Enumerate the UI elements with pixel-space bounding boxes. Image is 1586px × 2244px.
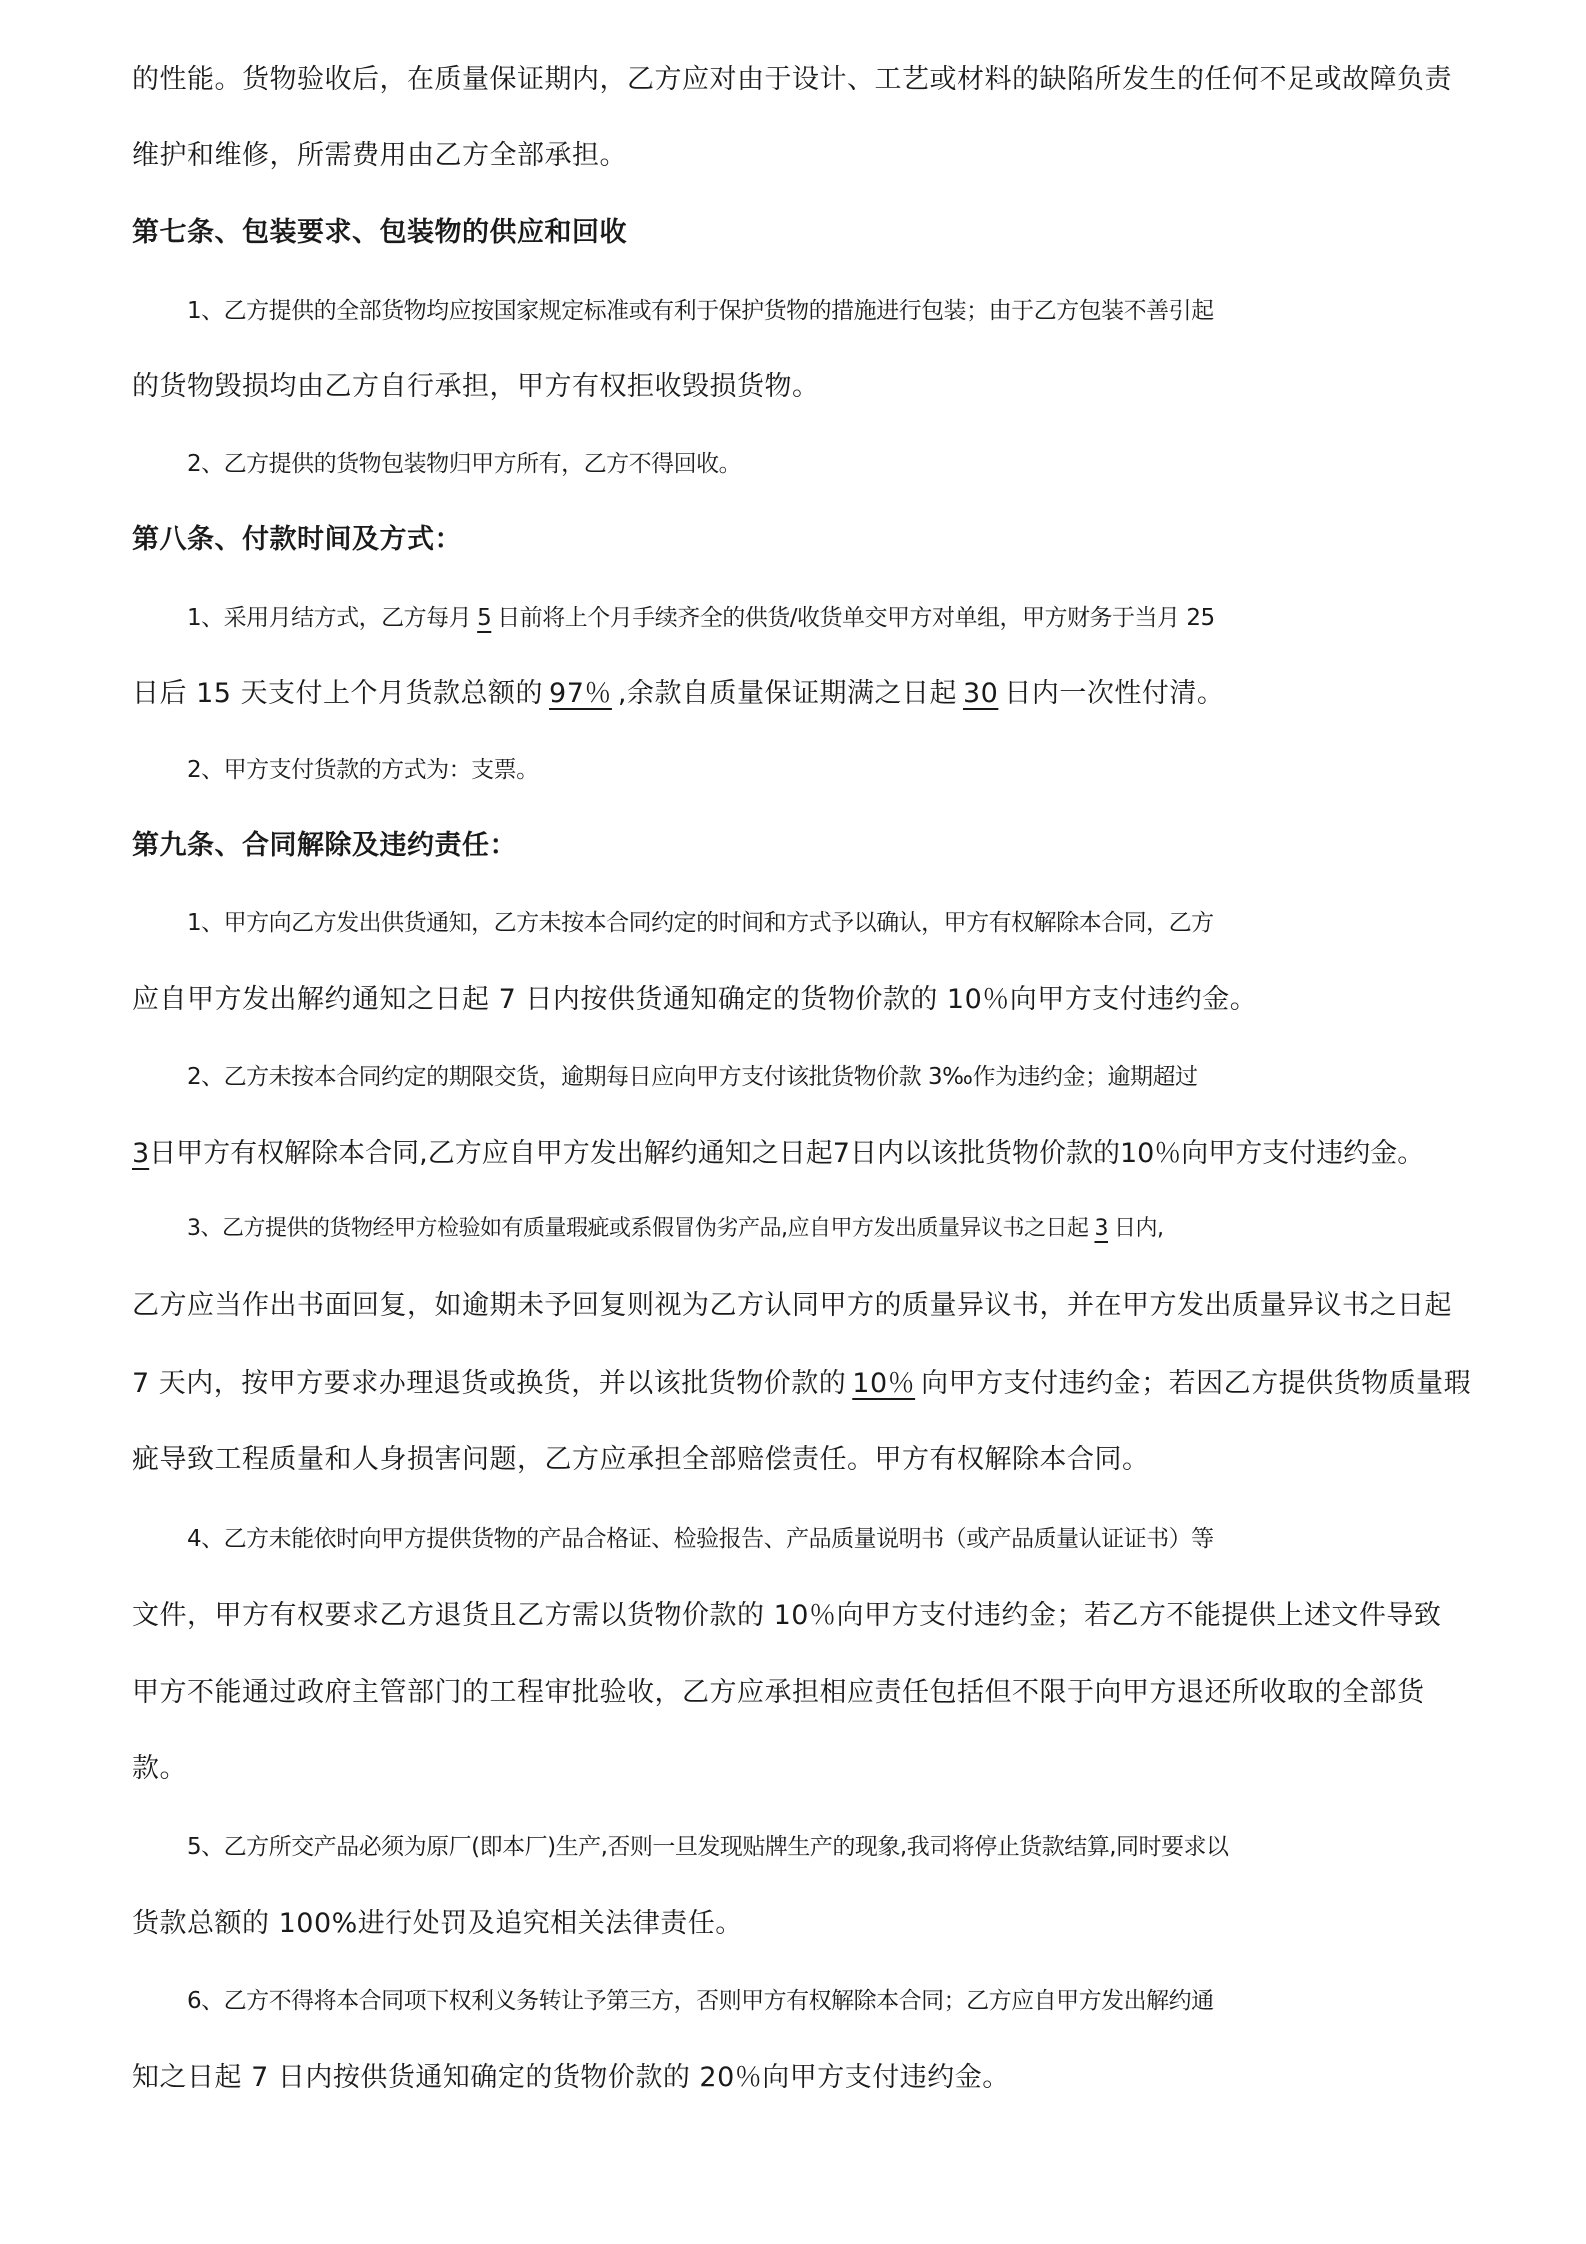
text-line: 款。 [132,1753,187,1784]
text-line: 的性能。货物验收后，在质量保证期内，乙方应对由于设计、工艺或材料的缺陷所发生的任何不足或故障负责 [132,64,1452,95]
section-heading-article-9: 第九条、合同解除及违约责任： [132,830,517,861]
text-line: 货款总额的 100%进行处罚及追究相关法律责任。 [132,1908,743,1939]
text-line: 6、乙方不得将本合同项下权利义务转让予第三方，否则甲方有权解除本合同；乙方应自甲方发出解约通 [187,1988,1214,2014]
text-line: 甲方不能通过政府主管部门的工程审批验收，乙方应承担相应责任包括但不限于向甲方退还所收取的全部货 [132,1677,1425,1708]
text-line: 1、甲方向乙方发出供货通知，乙方未按本合同约定的时间和方式予以确认，甲方有权解除本合同，乙方 [187,910,1214,936]
text-line [132,676,1482,712]
underlined-value: 10％ [852,1368,916,1399]
text-line: 知之日起 7 日内按供货通知确定的货物价款的 20％向甲方支付违约金。 [132,2062,1010,2093]
text-line: 应自甲方发出解约通知之日起 7 日内按供货通知确定的货物价款的 10％向甲方支付违约金。 [132,984,1258,1015]
text-segment: 7 天内，按甲方要求办理退货或换货，并以该批货物价款的 [132,1368,847,1399]
text-segment: 日后 15 天支付上个月货款总额的 [132,678,544,709]
text-line [187,600,1537,636]
text-segment: 日内, [1114,1216,1164,1241]
underlined-value: 5 [477,605,492,631]
text-segment: 向甲方支付违约金；若因乙方提供货物质量瑕 [921,1368,1472,1399]
text-segment: ,余款自质量保证期满之日起 [617,678,957,709]
text-line: 疵导致工程质量和人身损害问题，乙方应承担全部赔偿责任。甲方有权解除本合同。 [132,1444,1150,1475]
text-line: 2、乙方提供的货物包装物归甲方所有，乙方不得回收。 [187,451,742,477]
underlined-value: 3 [132,1138,150,1169]
section-heading-article-8: 第八条、付款时间及方式： [132,524,462,555]
text-line: 4、乙方未能依时向甲方提供货物的产品合格证、检验报告、产品质量说明书（或产品质量认证证书）等 [187,1526,1214,1552]
section-heading-article-7: 第七条、包装要求、包装物的供应和回收 [132,217,627,248]
underlined-value: 30 [962,678,999,709]
text-line [132,1366,1482,1402]
text-line [132,1136,1482,1172]
text-line: 1、乙方提供的全部货物均应按国家规定标准或有利于保护货物的措施进行包装；由于乙方包装不善引起 [187,298,1214,324]
text-line: 的货物毁损均由乙方自行承担，甲方有权拒收毁损货物。 [132,371,820,402]
text-line: 2、甲方支付货款的方式为：支票。 [187,757,539,783]
text-line: 5、乙方所交产品必须为原厂(即本厂)生产,否则一旦发现贴牌生产的现象,我司将停止货款结算,同时要求以 [187,1834,1229,1860]
text-line [187,1211,1537,1247]
underlined-value: 3 [1094,1216,1108,1241]
text-segment: 1、采用月结方式，乙方每月 [187,605,472,631]
underlined-value: 97％ [549,678,612,709]
text-segment: 3、乙方提供的货物经甲方检验如有质量瑕疵或系假冒伪劣产品,应自甲方发出质量异议书之日起 [187,1216,1089,1241]
text-segment: 日内一次性付清。 [1004,678,1225,709]
text-segment: 日前将上个月手续齐全的供货/收货单交甲方对单组，甲方财务于当月 25 [497,605,1215,631]
text-line: 2、乙方未按本合同约定的期限交货，逾期每日应向甲方支付该批货物价款 3‰作为违约金；逾期超过 [187,1064,1198,1090]
text-line: 文件，甲方有权要求乙方退货且乙方需以货物价款的 10％向甲方支付违约金；若乙方不能提供上述文件导致 [132,1600,1442,1631]
text-line: 乙方应当作出书面回复，如逾期未予回复则视为乙方认同甲方的质量异议书，并在甲方发出质量异议书之日起 [132,1290,1452,1321]
text-segment: 日甲方有权解除本合同,乙方应自甲方发出解约通知之日起7日内以该批货物价款的10％向甲方支付违约金。 [149,1138,1425,1169]
text-line: 维护和维修，所需费用由乙方全部承担。 [132,140,627,171]
